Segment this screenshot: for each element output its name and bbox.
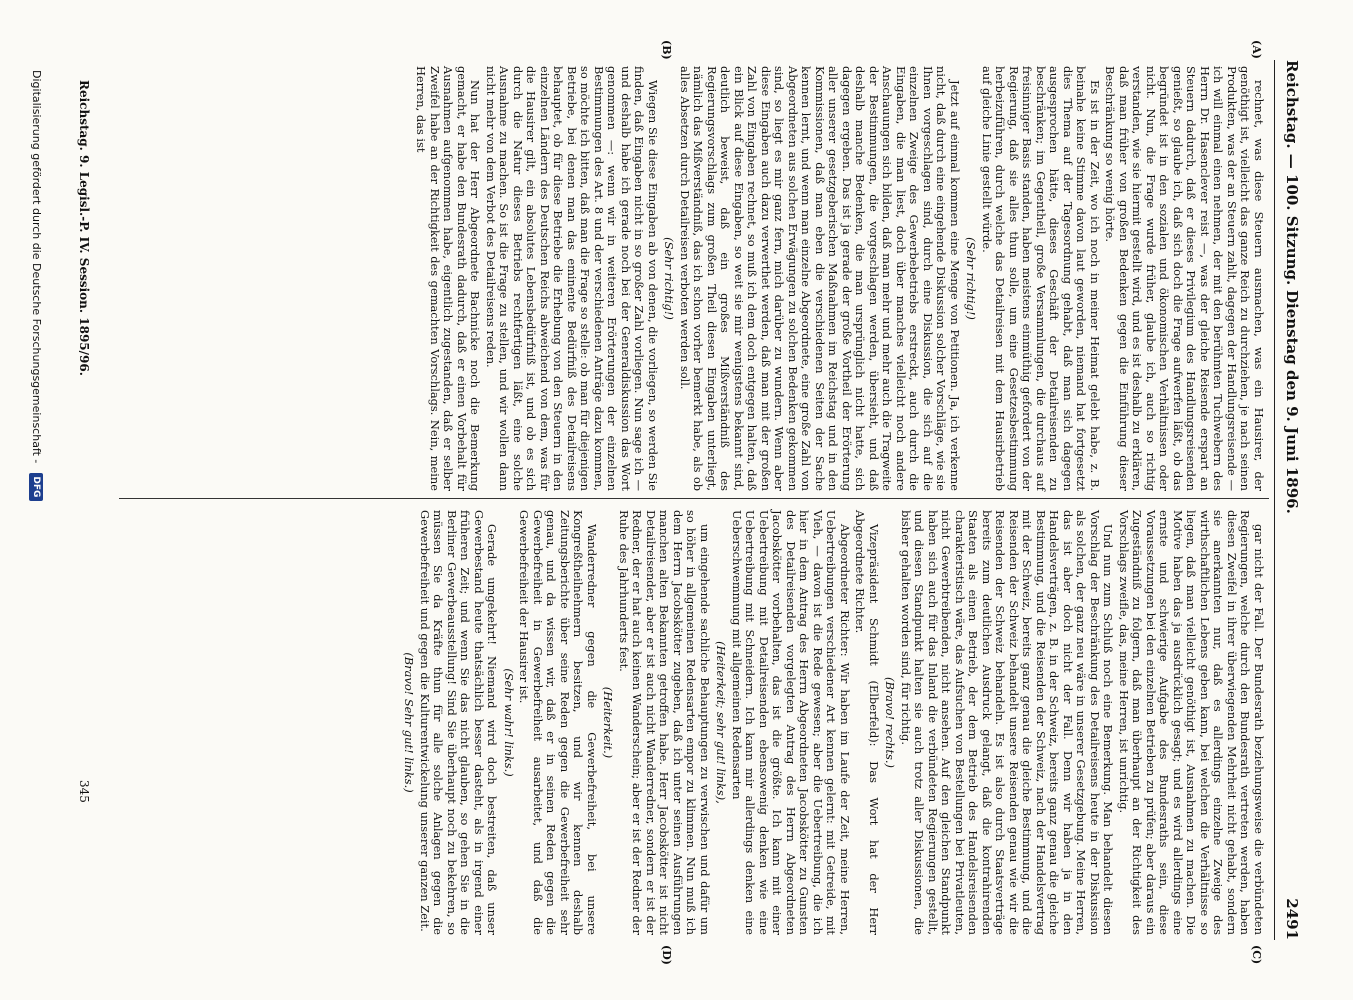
interjection: (Bravo! rechts.) [883,677,898,768]
interjection: (Bravo! Sehr gut! links.) [402,652,417,793]
paragraph: Wiegen Sie diese Eingaben ab von denen, die vorliegen, so werden Sie finden, daß Eingaben nicht in so großer Zahl vorliegen. Nun sage ich — und deshalb habe ich gerade noch bei der Generaldiskussion das Wort genommen —: wenn wir in weiteren Erörterungen der einzelnen Bestimmungen des Art. 8 und der verschiedenen Anträge dazu kommen, so möchte ich bitten, daß man die Frage so stelle: ob man für diejenigen Betriebe, bei denen man das eminente Bedürfniß des Detailreisens behauptet, ob für diese Betriebe die Erhebung von den Steuern in den einzelnen Ländern des Deutschen Reichs abweichend von dem, was für die Hausirer gilt, ein absolutes Lebensbedürfniß ist, und ob es sich durch die Natur dieses Betriebs rechtfertigen läßt, eine solche Ausnahme zu machen. So ist die Frage zu stellen, und wir wollen dann nicht mehr von dem Verbot des Detailreisens reden. [484,66,660,491]
interjection: (Sehr richtig!) [964,237,979,320]
speaker-paragraph: Vizepräsident Schmidt (Elberfeld): Das Wort hat der Herr Abgeordnete Richter. [853,510,881,935]
digitization-credit [19,70,43,950]
page-header [1277,60,1301,940]
margin-mark-d: (D) [660,945,673,965]
interjection: (Sehr wahr! links.) [502,668,516,777]
right-column [399,510,1265,935]
footer-page-number: 345 [77,780,91,803]
paragraph: Gerade umgekehrt! Niemand wird doch bestreiten, daß unser Gewerbestand heute thatsächlich besser dasteht, als in irgend einer früheren Zeit; und wenn Sie das nicht glauben, so gehen Sie in die Berliner Gewerbeausstellung! Sind Sie überhaupt noch zu bekehren, so müssen Sie da Kräfte thun für alle solche Anlagen gegen die Gewerbefreiheit und gegen die Kulturentwickelung unserer ganzen Zeit. [418,510,500,935]
paragraph: Und nun zum Schluß noch eine Bemerkung. Man behandelt diesen Vorschlag der Beschränkung des Detailreisens heute in der Diskussion als solchen, der ganz neu wäre in unserer Gesetzgebung. Meine Herren, das ist aber doch nicht der Fall. Denn wir haben ja in den Handelsverträgen, z. B. in der Schweiz, bereits ganz genau die gleiche Bestimmung, und die Reisenden der Schweiz, nach der Handelsvertrag mit der Schweiz, bereits ganz genau die gleiche Bestimmung, und die Reisenden der Schweiz behandelt unsere Reisenden genau wie wir die Reisenden der Schweiz behandeln. Es ist also durch Staatsverträge bereits zum deutlichen Ausdruck gelangt, daß die kontrahirenden Staaten als einen Betrieb, der dem Betrieb des Handelsreisenden charakteristisch wäre, das Aufsuchen von Bestellungen bei Privatleuten, nicht Gewerbtreibenden, nicht ansehen. Auf den gleichen Standpunkt haben sich auch für das Inland die verbündeten Regierungen gestellt, und diesen Standpunkt halten sie auch trotz aller Diskussionen, die bisher gehalten worden sind, für richtig. [899,510,1116,935]
column-divider [119,498,1269,499]
paragraph: Es ist in der Zeit, wo ich noch in meiner Heimat gelebt habe, z. B. beinahe keine Stimme davon laut geworden, niemand hat fortgesetzt dies Thema auf der Tagesordnung gehabt, daß man sich dagegen ausgesprochen hätte, dieses Geschäft der Detailreisenden zu beschränken; im Gegentheil, große Versammlungen, die durchaus auf freisinniger Basis standen, haben meistens einmüthig gefordert von der Regierung, daß sie alles thun solle, um eine Gesetzesbestimmung herbeizuführen, durch welche das Detailreisen mit dem Hausirbetrieb auf gleiche Linie gestellt würde. [980,66,1102,491]
paragraph: Nun hat der Herr Abgeordnete Bachnicke noch die Bemerkung gemacht, er habe den Bundesrath dadurch, daß er einen Vorbehalt für Ausnahmen aufgenommen habe, eigentlich zugestanden, daß er selber Zweifel habe an der Richtigkeit des gemachten Vorschlags. Nein, meine Herren, das ist [414,66,483,491]
footer-session: Reichstag. 9. Legisl.-P. IV. Session. 1895/96. [77,80,91,376]
header-rule [1274,60,1275,940]
speaker-paragraph: Abgeordneter Richter: Wir haben im Laufe der Zeit, meine Herren, Uebertreibungen verschiedener Art kennen gelernt: mit Getreide, mit Vieh, — davon ist die Rede gewesen; aber die Uebertreibung, die ich hier in dem Antrag des Herrn Abgeordneten Jacobskötter zu Gunsten des Detailreisenden vorgelegten Antrag des Herrn Abgeordneten Jacobskötter vorbehalten, das ist die größte. Ich kann mit einer Uebertreibung mit Detailreisenden ebensowenig denken wie eine Uebertreibung mit Schneidern. Ich kann mir allerdings denken eine Ueberschwemmung mit allgemeinen Redensarten [730,510,852,935]
paragraph: Jetzt auf einmal kommen eine Menge von Petitionen. Ja, ich verkenne nicht, daß durch eine eingehende Diskussion solcher Vorschläge, wie sie Ihnen vorgeschlagen sind, durch eine Diskussion, die sich auf die einzelnen Zweige des Gewerbebetriebs erstreckt, auch durch die Eingaben, die man liest, doch über manches vielleicht noch andere Anschauungen sich bilden, daß man mehr und mehr auch die Tragweite der Bestimmungen, die vorgeschlagen werden, übersieht, und daß deshalb manche Bedenken, die man ursprünglich nicht hatte, sich dagegen ergeben. Das ist ja gerade der große Vortheil der Erörterung aller unserer gesetzgeberischen Maßnahmen im Reichstag und in den Kommissionen, daß man eben die verschiedenen Seiten der Sache kennen lernt, und wenn man einzelne Abgeordnete, eine große Zahl von Abgeordneten aus solchen Erwägungen zu solchen Bedenken gekommen sind, so liegt es mir ganz fern, mich darüber zu wundern. Wenn aber diese Eingaben auch dazu verwerthet werden, daß man mit der großen Zahl von Eingaben rechnet, so muß ich dem doch entgegen halten, daß ein Blick auf diese Eingaben, so weit sie mir wenigstens bekannt sind, deutlich beweist, daß ein großes Mißverständniß des Regierungsvorschlags zum großen Theil diesen Eingaben unterliegt, nämlich das Mißverständniß, das ich schon vorher bemerkt habe, als ob alles Absetzen durch Detailreisen verboten werden soll. [678,66,962,491]
header-center: Dienstag den 9. Juni 1896. [1283,290,1301,514]
left-column [412,66,1265,491]
margin-mark-a: (A) [1250,40,1263,59]
margin-mark-c: (C) [1250,945,1263,965]
paragraph: rechnet, was diese Steuern ausmachen, was ein Hausirer, der genöthigt ist, vielleicht das ganze Reich zu durchziehen, je nach seinen Produkten, was der an Steuern zahlt, dagegen der Handlungsreisende — ich will einmal einen nehmen, der mit den berühmten Tuchwebern des Herrn Dr. Hasenclever reist —, was der gleiche Reisende erspart an Steuern dadurch, daß er dieses Privilegium des Handlungsreisenden genießt, so glaube ich, daß sich doch die Frage aufwerfen läßt, ob das begründet ist in den sozialen und ökonomischen Verhältnissen oder nicht. Nun, die Frage wurde früher, glaube ich, auch so richtig verstanden, wie sie hiermit gestellt wird, und es ist deshalb zu erklären, daß man früher von großen Bedenken gegen die Einführung dieser Beschränkung so wenig hörte. [1103,66,1266,491]
paragraph: um eingehende sachliche Behauptungen zu verwischen und dafür um so höher in allgemeinen Redensarten empor zu klimmen. Nun muß ich dem Herrn Jacobskötter zugeben, daß ich unter seinen Ausführungen manchen alten Bekannten getroffen habe. Herr Jacobskötter ist nicht Detailreisender, aber er ist auch nicht Wanderredner, sondern er ist der Redner, der er hat auch keinen Wanderschein; aber er ist der Redner der Ruhe des Jahrhunderts fest. [617,510,712,935]
paragraph: gar nicht der Fall. Der Bundesrath beziehungsweise die verbündeten Regierungen, welche durch den Bundesrath vertreten werden, haben diesen Zweifel in ihrer überwiegenden Mehrheit nicht gehabt, sondern sie anerkannten nur, daß es allerdings einzelne Zweige des wirthschaftlichen Lebens geben kann, bei welchen die Verhältnisse so liegen, daß man vielleicht genöthigt ist, Ausnahmen zu machen. Die Motive haben das ja ausdrücklich gesagt; und es wird allerdings eine ernste und schwierige Aufgabe des Bundesraths sein, diese Voraussetzungen bei den einzelnen Betrieben zu prüfen; aber daraus ein Zugeständniß zu folgern, daß man überhaupt an der Richtigkeit des Vorschlags zweifle, das, meine Herren, ist unrichtig. [1117,510,1266,935]
header-page-number: 2491 [1283,898,1301,940]
dfg-logo: DFG [29,473,43,501]
interjection: (Heiterkeit.) [601,686,616,759]
interjection: (Heiterkeit; sehr gut! links), [714,641,729,804]
paragraph: Wanderredner gegen die Gewerbefreiheit, bei unsere Kongreßtheilnehmern besitzen, und wir kennen deshalb Zeitungsberichte über seine Reden gegen die Gewerbefreiheit sehr genau, und da wissen wir, daß er in seinen Reden gegen die Gewerbefreiheit in Gewerbefreiheit ausarbeitet, und daß die Gewerbefreiheit der Hausirer ist. [517,510,599,935]
interjection: (Sehr richtig!) [662,237,677,320]
header-left: Reichstag. — 100. Sitzung. [1283,60,1301,286]
digitization-text: Digitalisierung gefördert durch die Deutsche Forschungsgemeinschaft - [30,70,43,464]
margin-mark-b: (B) [660,40,673,60]
